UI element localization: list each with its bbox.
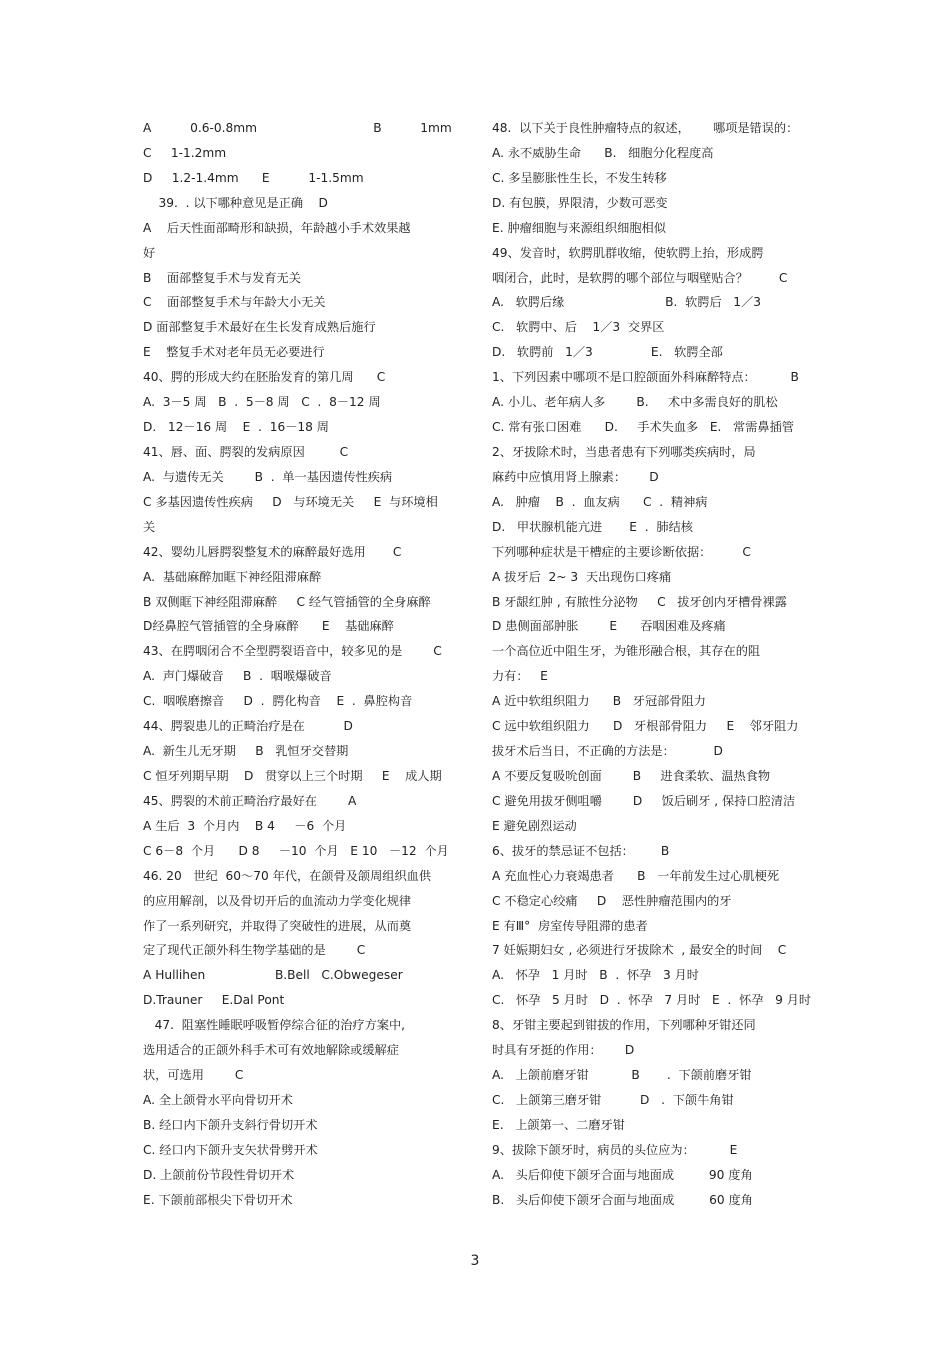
text-line: A Hullihen B.Bell C.Obwegeser: [143, 968, 403, 983]
text-line: B 面部整复手术与发育无关: [143, 270, 301, 285]
text-line: 下列哪种症状是干槽症的主要诊断依据： C: [492, 544, 751, 559]
text-line: A. 3－5 周 B . 5－8 周 C . 8－12 周: [143, 395, 381, 410]
text-line: 状，可选用 C: [143, 1068, 244, 1083]
text-line: 46. 20 世纪 60～70 年代，在颌骨及颌周组织血供: [143, 868, 432, 883]
text-line: A. 全上颌骨水平向骨切开术: [143, 1092, 293, 1107]
text-line: C 1-1.2mm: [143, 145, 227, 160]
text-line: E. 肿瘤细胞与来源组织细胞相似: [492, 220, 666, 235]
text-line: D. 软腭前 1／3 E. 软腭全部: [492, 345, 723, 360]
text-line: D. 上颌前份节段性骨切开术: [143, 1167, 295, 1182]
text-line: 作了一系列研究，并取得了突破性的进展，从而奠: [143, 918, 412, 933]
text-line: 拔牙术后当日，不正确的方法是： D: [492, 744, 723, 759]
text-line: 麻药中应慎用肾上腺素： D: [492, 469, 659, 484]
text-line: A. 软腭后缘 B. 软腭后 1／3: [492, 295, 761, 310]
text-line: C 多基因遗传性疾病 D 与环境无关 E 与环境相: [143, 494, 438, 509]
text-line: C 恒牙列期早期 D 贯穿以上三个时期 E 成人期: [143, 768, 442, 783]
text-line: A 充血性心力衰竭患者 B 一年前发生过心肌梗死: [492, 868, 780, 883]
text-line: A. 头后仰使下颌牙合面与地面成 90 度角: [492, 1167, 753, 1182]
text-line: 41、唇、面、腭裂的发病原因 C: [143, 444, 349, 459]
text-line: E 有Ⅲ° 房室传导阻滞的患者: [492, 918, 648, 933]
text-line: D. 有包膜，界限清，少数可恶变: [492, 195, 668, 210]
text-line: 咽闭合，此时，是软腭的哪个部位与咽壁贴合？ C: [492, 270, 788, 285]
text-line: C 远中软组织阻力 D 牙根部骨阻力 E 邻牙阻力: [492, 719, 799, 734]
text-line: 关: [143, 519, 156, 534]
text-line: D. 甲状腺机能亢进 E . 肺结核: [492, 519, 693, 534]
text-line: D经鼻腔气管插管的全身麻醉 E 基础麻醉: [143, 619, 394, 634]
text-line: C 6－8 个月 D 8 －10 个月 E 10 －12 个月: [143, 843, 449, 858]
text-line: B 双侧眶下神经阻滞麻醉 C 经气管插管的全身麻醉: [143, 594, 431, 609]
text-line: 6、拔牙的禁忌证不包括： B: [492, 843, 670, 858]
text-line: E 整复手术对老年员无必要进行: [143, 345, 325, 360]
text-line: 48. 以下关于良性肿瘤特点的叙述， 哪项是错误的：: [492, 121, 799, 135]
text-line: D 面部整复手术最好在生长发育成熟后施行: [143, 320, 376, 335]
text-line: A 后天性面部畸形和缺损，年龄越小手术效果越: [143, 220, 411, 235]
text-line: A. 新生儿无牙期 B 乳恒牙交替期: [143, 744, 349, 759]
right-column: [492, 116, 818, 1213]
text-line: C. 常有张口困难 D. 手术失血多 E. 常需鼻插管: [492, 420, 794, 435]
text-line: A 生后 3 个月内 B 4 －6 个月: [143, 818, 347, 833]
text-line: A 0.6-0.8mm B 1mm: [143, 121, 452, 135]
text-line: B. 头后仰使下颌牙合面与地面成 60 度角: [492, 1192, 753, 1207]
text-line: 44、腭裂患儿的正畸治疗是在 D: [143, 719, 353, 734]
left-column: [143, 116, 473, 1213]
text-line: 39. . 以下哪种意见是正确 D: [143, 195, 328, 210]
text-line: A 近中软组织阻力 B 牙冠部骨阻力: [492, 694, 706, 709]
text-line: D 患侧面部肿胀 E 吞咽困难及疼痛: [492, 619, 726, 634]
text-line: D. 12－16 周 E . 16－18 周: [143, 420, 329, 435]
text-line: E. 下颌前部根尖下骨切开术: [143, 1192, 293, 1207]
text-line: A. 声门爆破音 B . 咽喉爆破音: [143, 669, 332, 684]
text-line: C. 经口内下颌升支矢状骨劈开术: [143, 1142, 318, 1157]
text-line: C. 软腭中、后 1／3 交界区: [492, 320, 665, 335]
text-line: C 不稳定心绞痛 D 恶性肿瘤范围内的牙: [492, 893, 732, 908]
text-line: A. 与遗传无关 B . 单一基因遗传性疾病: [143, 469, 393, 484]
text-line: 好: [143, 245, 156, 260]
text-line: 42、婴幼儿唇腭裂整复术的麻醉最好选用 C: [143, 544, 402, 559]
text-line: C 面部整复手术与年龄大小无关: [143, 295, 326, 310]
text-line: A. 永不威胁生命 B. 细胞分化程度高: [492, 145, 714, 160]
text-line: 45、腭裂的术前正畸治疗最好在 A: [143, 793, 357, 808]
text-line: 定了现代正颌外科生物学基础的是 C: [143, 943, 366, 958]
text-line: B. 经口内下颌升支斜行骨切开术: [143, 1117, 318, 1132]
text-line: C. 怀孕 5 月时 D . 怀孕 7 月时 E . 怀孕 9 月时: [492, 993, 812, 1008]
text-line: 7 妊娠期妇女 , 必须进行牙拔除术 , 最安全的时间 C: [492, 943, 787, 958]
text-line: 时具有牙挺的作用： D: [492, 1043, 635, 1058]
text-line: 40、腭的形成大约在胚胎发育的第几周 C: [143, 370, 386, 385]
text-line: D.Trauner E.Dal Pont: [143, 993, 285, 1008]
text-line: E. 上颌第一、二磨牙钳: [492, 1117, 625, 1132]
text-line: 一个高位近中阻生牙，为锥形融合根，其存在的阻: [492, 644, 761, 659]
text-line: 43、在腭咽闭合不全型腭裂语音中，较多见的是 C: [143, 644, 442, 659]
text-line: 选用适合的正颌外科手术可有效地解除或缓解症: [143, 1043, 399, 1058]
text-line: 49、发音时，软腭肌群收缩，使软腭上抬，形成腭: [492, 245, 764, 260]
text-line: 1、下列因素中哪项不是口腔颌面外科麻醉特点： B: [492, 370, 799, 385]
text-line: C. 多呈膨胀性生长，不发生转移: [492, 170, 667, 185]
text-line: A. 小儿、老年病人多 B. 术中多需良好的肌松: [492, 395, 778, 410]
text-line: 8、牙钳主要起到钳拔的作用，下列哪种牙钳还同: [492, 1018, 756, 1033]
text-line: A. 上颌前磨牙钳 B . 下颌前磨牙钳: [492, 1068, 752, 1083]
text-line: 力有： E: [492, 669, 548, 684]
text-line: 9、拔除下颌牙时，病员的头位应为： E: [492, 1142, 738, 1157]
text-line: C 避免用拔牙侧咀嚼 D 饭后刷牙 , 保持口腔清洁: [492, 793, 796, 808]
text-line: D 1.2-1.4mm E 1-1.5mm: [143, 170, 364, 185]
text-line: B 牙龈红肿 , 有脓性分泌物 C 拔牙创内牙槽骨裸露: [492, 594, 787, 609]
text-line: 的应用解剖，以及骨切开后的血流动力学变化规律: [143, 893, 412, 908]
text-line: A 不要反复吸吮创面 B 进食柔软、温热食物: [492, 768, 771, 783]
page-number: 3: [470, 1253, 480, 1269]
text-line: E 避免剧烈运动: [492, 818, 577, 833]
text-line: C. 上颌第三磨牙钳 D . 下颌牛角钳: [492, 1092, 734, 1107]
text-line: 47. 阻塞性睡眠呼吸暂停综合征的治疗方案中,: [143, 1018, 406, 1033]
text-line: 2、牙拔除术时，当患者患有下列哪类疾病时，局: [492, 444, 756, 459]
text-line: A. 基础麻醉加眶下神经阻滞麻醉: [143, 569, 322, 584]
text-line: C. 咽喉磨擦音 D . 腭化构音 E . 鼻腔构音: [143, 694, 413, 709]
text-line: A 拔牙后 2~ 3 天出现伤口疼痛: [492, 569, 672, 584]
text-line: A. 怀孕 1 月时 B . 怀孕 3 月时: [492, 968, 699, 983]
text-line: A. 肿瘤 B . 血友病 C . 精神病: [492, 494, 708, 509]
